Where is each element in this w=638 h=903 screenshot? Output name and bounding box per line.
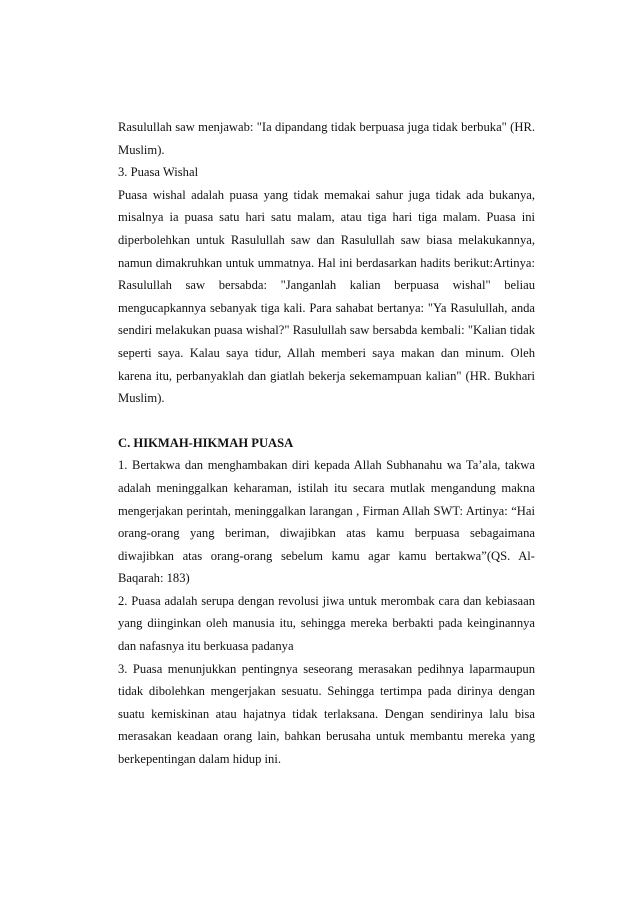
section-heading-hikmah: C. HIKMAH-HIKMAH PUASA [118, 435, 294, 450]
paragraph-hadith-muslim: Rasulullah saw menjawab: "Ia dipandang tidak berpuasa juga tidak berbuka" (HR. Muslim). [118, 120, 535, 157]
paragraph-hikmah-2: 2. Puasa adalah serupa dengan revolusi jiwa untuk merombak cara dan kebiasaan yang diinginkan oleh manusia itu, sehingga mereka berbakti pada keinginannya dan nafasnya itu berkuasa padanya [118, 593, 535, 654]
paragraph-puasa-wishal: Puasa wishal adalah puasa yang tidak memakai sahur juga tidak ada bukanya, misalnya ia puasa satu hari satu malam, atau tiga hari tiga malam. Puasa ini diperbolehkan untuk Rasulullah saw dan Rasulullah saw biasa melakukannya, namun dimakruhkan untuk ummatnya. Hal ini berdasarkan hadits berikut:Artinya: Rasulullah saw bersabda: "Janganlah kalian berpuasa wishal" beliau mengucapkannya sebanyak tiga kali. Para sahabat bertanya: "Ya Rasulullah, anda sendiri melakukan puasa wishal?" Rasulullah saw bersabda kembali: "Kalian tidak seperti saya. Kalau saya tidur, Allah memberi saya makan dan minum. Oleh karena itu, perbanyaklah dan giatlah bekerja sekemampuan kalian" (HR. Bukhari Muslim). [118, 187, 535, 406]
subheading-puasa-wishal: 3. Puasa Wishal [118, 165, 199, 180]
paragraph-hikmah-1: 1. Bertakwa dan menghambakan diri kepada Allah Subhanahu wa Ta’ala, takwa adalah meninggalkan keharaman, istilah itu secara mutlak mengandung makna mengerjakan perintah, meninggalkan larangan , Firman Allah SWT: Artinya: “Hai orang-orang yang beriman, diwajibkan atas kamu berpuasa sebagaimana diwajibkan atas orang-orang sebelum kamu agar kamu bertakwa”(QS. Al-Baqarah: 183) [118, 458, 535, 586]
document-body [118, 116, 535, 771]
paragraph-hikmah-3: 3. Puasa menunjukkan pentingnya seseorang merasakan pedihnya laparmaupun tidak dibolehkan mengerjakan sesuatu. Sehingga tertimpa pada dirinya dengan suatu kemiskinan atau hajatnya tidak terlaksana. Dengan sendirinya lalu bisa merasakan keadaan orang lain, bahkan berusaha untuk membantu mereka yang berkepentingan dalam hidup ini. [118, 661, 535, 767]
section-spacer [118, 410, 535, 432]
